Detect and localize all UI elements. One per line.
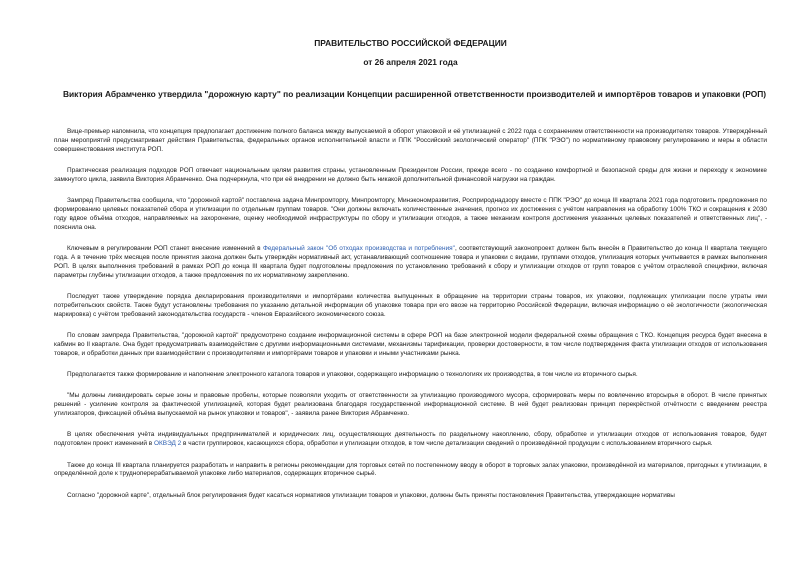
organization-heading: ПРАВИТЕЛЬСТВО РОССИЙСКОЙ ФЕДЕРАЦИИ [314,38,507,48]
paragraph: Последует также утверждение порядка декларирования производителями и импортёрами количества выпущенных в обращение на территории страны товаров, их упаковки, подлежащих утилизации после утраты ими потребительских свойств. Также будут установлены требования по указанию детальной информации об упаковке товара при его ввозе на территорию Российской Федерации, включая информацию о её экологичности (экологическая маркировка) с учётом требований законодательства государств - членов Евразийского экономического союза. [54,292,767,318]
paragraph: Вице-премьер напомнила, что концепция предполагает достижение полного баланса между выпускаемой в оборот упаковкой и её утилизацией с 2022 года с сохранением ответственности на производителях товаров. Утверждённый план мероприятий предусматривает действия Правительства, федеральных органов исполнительной власти и ППК "Российский экологический оператор" (ППК "РЭО") по нормативному правовому регулированию и меры в области совершенствования института РОП. [54,128,767,153]
paragraph [54,245,767,280]
federal-law-link[interactable]: Федеральный закон "Об отходах производства и потребления" [262,245,455,253]
paragraph-text: , соответствующий законопроект должен быть внесён в Правительство до конца II квартала текущего года. А в течение трёх месяцев после принятия закона должен быть утверждён нормативный акт, устанавливающий соотношение товара и упаковки с видами, группами отходов, утилизация которых учитывается в рамках выполнения РОП. В целях выполнения требований в рамках РОП до конца III квартала будет подготовлены предложения по установлению требований к сбору и утилизации отходов от групп товаров с учётом отраслевой специфики, включая параметры глубины утилизации отходов, а также предложения по их нормативному закреплению. [54,245,767,279]
paragraph: Предполагается также формирование и наполнение электронного каталога товаров и упаковки, содержащего информацию о технологиях их производства, в том числе из вторичного сырья. [67,371,638,379]
document-body [54,128,767,501]
paragraph-text: Ключевым в регулировании РОП станет внесение изменений в [67,245,263,253]
paragraph: Также до конца III квартала планируется разработать и направить в регионы рекомендации для торговых сетей по постепенному вводу в оборот в торговых залах упаковки, произведённой из материалов, пригодных к утилизации, в определённой доле к трудноперерабатываемой упаковке либо материалов, содержащих вторичное сырьё. [54,461,767,478]
document-date: от 26 апреля 2021 года [363,57,458,67]
paragraph: Согласно "дорожной карте", отдельный блок регулирования будет касаться нормативов утилизации товаров и упаковки, должны быть приняты постановления Правительства, утверждающие нормативы [67,491,675,499]
document-title: Виктория Абрамченко утвердила "дорожную карту" по реализации Концепции расширенной ответственности производителей и импортёров товаров и упаковки (РОП) [62,89,767,99]
paragraph-text: в части группировок, касающихся сбора, обработки и утилизации отходов, в том числе детализации сведений о произведённой продукции с использованием вторичного сырья. [181,440,713,448]
paragraph: Зампред Правительства сообщила, что "дорожной картой" поставлена задача Минпромторгу, Минпромторгу, Минэкономразвития, Росприроднадзору вместе с ППК "РЭО" до конца III квартала 2021 года подготовить предложения по формированию целевых показателей сбора и утилизации по отдельным группам товаров. "Они должны включать количественные значения, прогноз их достижения с учётом направления на обработку 100% ТКО и сокращения к 2030 году вдвое объёма отходов, направляемых на захоронение, оценку необходимой инфраструктуры по сбору и утилизации отходов, а также механизм контроля достижения указанных целевых показателей и ответственных лиц", - пояснила она. [54,197,767,231]
paragraph: По словам зампреда Правительства, "дорожной картой" предусмотрено создание информационной системы в сфере РОП на базе электронной модели федеральной схемы обращения с ТКО. Концепция ресурса будет внесена в кабмин во II квартале. Она будет предусматривать взаимодействие с другими информационными системами, механизмы тарификации, проверки достоверности, в том числе подтверждения факта утилизации отходов от использования товаров, и обработки данных при взаимодействии с производителями и импортёрами товаров и упаковки и иными участниками рынка. [54,332,767,357]
paragraph: "Мы должны ликвидировать серые зоны и правовые пробелы, которые позволяли уходить от ответственности за утилизацию производимого мусора, сформировать меры по вовлечению вторсырья в оборот. В числе принятых решений - усиление контроля за фактической утилизацией, которая будет реализована благодаря государственной информационной системе. В ней будет реализован принцип перекрёстной отчётности с введением реестра утилизаторов, фиксацией объёма выпускаемой на рынок упаковки и товаров", - заявила ранее Виктория Абрамченко. [54,392,767,418]
paragraph: Практическая реализация подходов РОП отвечает национальным целям развития страны, установленным Президентом России, прежде всего - по созданию комфортной и безопасной среды для жизни и переходу к экономике замкнутого цикла, заявила Виктория Абрамченко. Она подчеркнула, что при её внедрении не должно быть никакой дополнительной финансовой нагрузки на граждан. [54,167,767,183]
paragraph-text: В целях обеспечения учёта индивидуальных предпринимателей и юридических лиц, осуществляющих деятельность по раздельному накоплению, сбору, обработке и утилизации отходов от использования товаров, будет подготовлен проект изменений в [54,431,767,448]
okved-link[interactable]: ОКВЭД 2 [154,440,182,448]
paragraph [54,431,767,449]
